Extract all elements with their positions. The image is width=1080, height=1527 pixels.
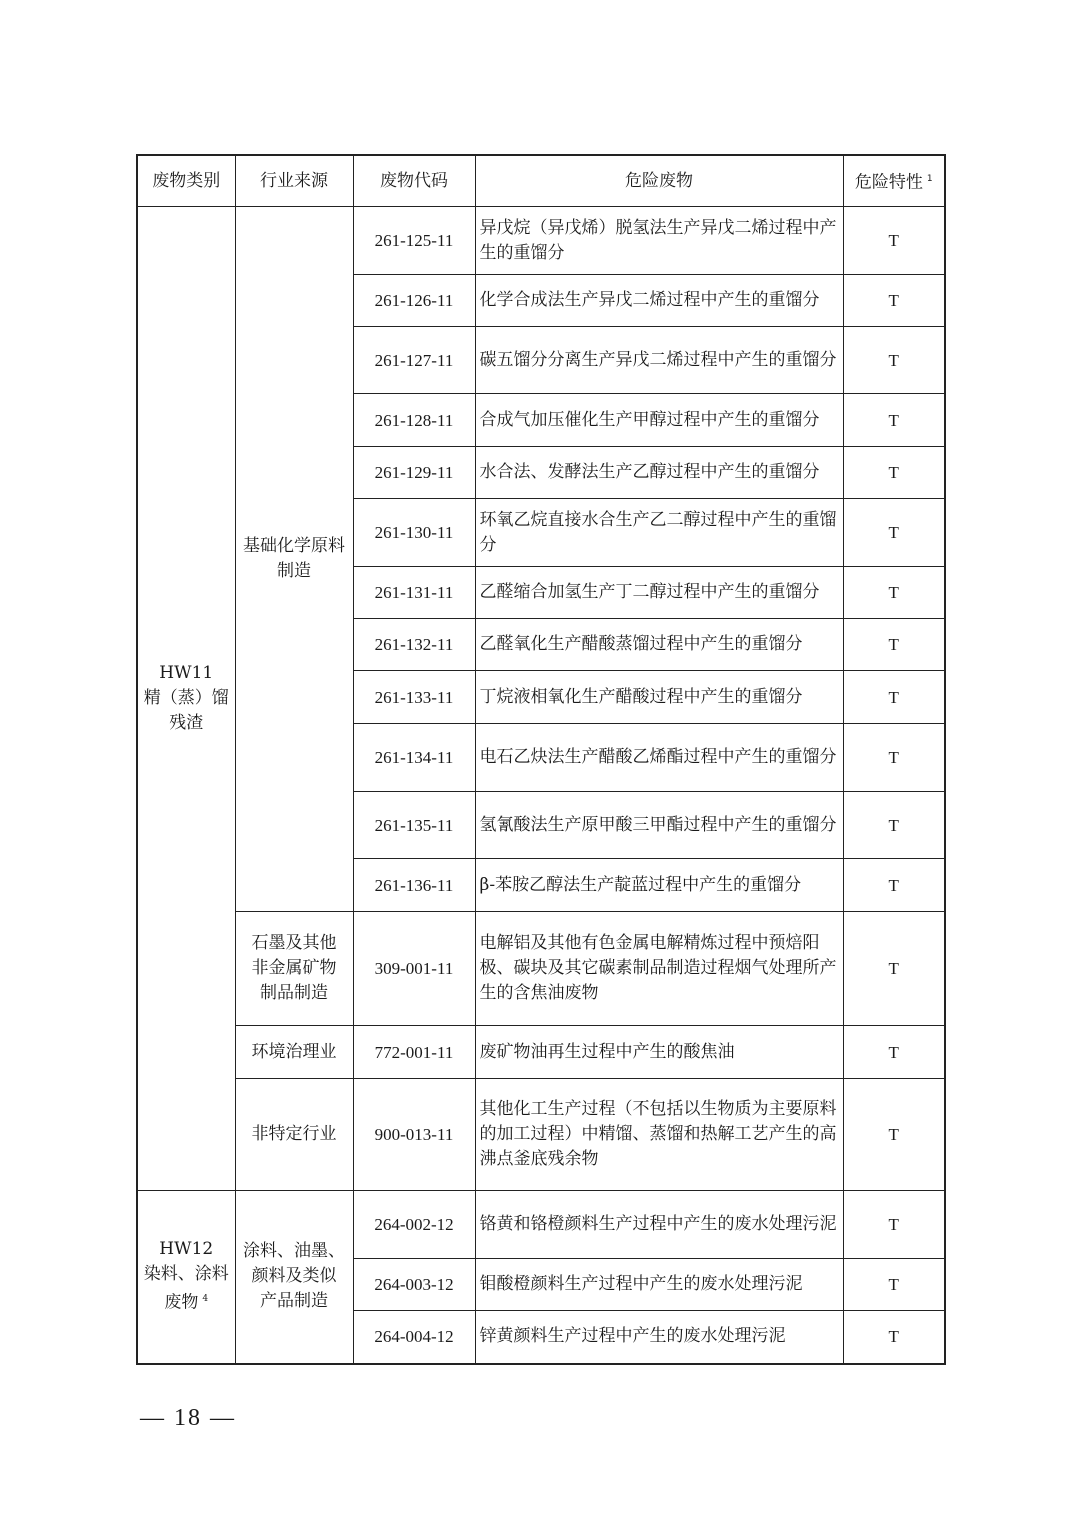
waste-code-cell: 261-128-11	[353, 394, 475, 447]
waste-category-note: 4	[202, 1294, 209, 1305]
hazard-property-cell: T	[843, 671, 945, 724]
waste-code-cell: 264-004-12	[353, 1311, 475, 1364]
waste-description-cell: 废矿物油再生过程中产生的酸焦油	[475, 1026, 843, 1079]
waste-description-cell: 丁烷液相氧化生产醋酸过程中产生的重馏分	[475, 671, 843, 724]
hazard-property-cell: T	[843, 724, 945, 792]
hazard-property-cell: T	[843, 1311, 945, 1364]
waste-code-cell: 772-001-11	[353, 1026, 475, 1079]
industry-source-line: 环境治理业	[251, 1041, 337, 1062]
industry-source-line: 非特定行业	[251, 1124, 337, 1144]
header-waste: 危险废物	[475, 155, 843, 207]
industry-source-line: 非金属矿物	[251, 958, 337, 978]
industry-source-line: 石墨及其他	[251, 933, 337, 953]
waste-code-cell: 261-126-11	[353, 275, 475, 327]
waste-description-cell: 其他化工生产过程（不包括以生物质为主要原料的加工过程）中精馏、蒸馏和热解工艺产生的高沸点釜底残余物	[475, 1079, 843, 1191]
industry-source-line: 制造	[277, 561, 311, 581]
waste-category-line: 染料、涂料	[143, 1264, 229, 1285]
hazard-property-cell: T	[843, 1259, 945, 1311]
hazard-property-cell: T	[843, 1026, 945, 1079]
header-industry: 行业来源	[235, 155, 353, 207]
table-row	[137, 1079, 945, 1191]
waste-code-cell: 261-127-11	[353, 327, 475, 394]
waste-description-cell: β-苯胺乙醇法生产靛蓝过程中产生的重馏分	[475, 859, 843, 912]
waste-category-line	[142, 1287, 231, 1316]
hazard-property-cell: T	[843, 859, 945, 912]
waste-code-cell: 261-131-11	[353, 567, 475, 619]
waste-description-cell: 异戊烷（异戊烯）脱氢法生产异戊二烯过程中产生的重馏分	[475, 207, 843, 275]
waste-description-cell: 乙醛缩合加氢生产丁二醇过程中产生的重馏分	[475, 567, 843, 619]
table-row	[137, 1026, 945, 1079]
table-row	[137, 207, 945, 275]
table-row	[137, 912, 945, 1026]
waste-category-line: HW12	[159, 1239, 214, 1260]
waste-code-cell: 264-003-12	[353, 1259, 475, 1311]
hazard-property-cell: T	[843, 327, 945, 394]
waste-description-cell: 水合法、发酵法生产乙醇过程中产生的重馏分	[475, 447, 843, 499]
hazard-property-cell: T	[843, 567, 945, 619]
table-header-row	[137, 155, 945, 207]
waste-code-cell: 261-135-11	[353, 792, 475, 859]
waste-category-line-text: 废物	[164, 1293, 199, 1314]
waste-code-cell: 261-129-11	[353, 447, 475, 499]
waste-description-cell: 钼酸橙颜料生产过程中产生的废水处理污泥	[475, 1259, 843, 1311]
waste-description-cell: 碳五馏分分离生产异戊二烯过程中产生的重馏分	[475, 327, 843, 394]
hazard-property-cell: T	[843, 275, 945, 327]
waste-description-cell: 电解铝及其他有色金属电解精炼过程中预焙阳极、碳块及其它碳素制品制造过程烟气处理所产生的含焦油废物	[475, 912, 843, 1026]
waste-code-cell: 261-133-11	[353, 671, 475, 724]
header-code: 废物代码	[353, 155, 475, 207]
waste-code-cell: 261-136-11	[353, 859, 475, 912]
industry-source-line: 制品制造	[260, 983, 328, 1003]
industry-source-line: 产品制造	[260, 1291, 328, 1312]
table-body	[137, 207, 945, 1364]
waste-category-line: HW11	[159, 663, 214, 683]
waste-code-cell: 900-013-11	[353, 1079, 475, 1191]
waste-description-cell: 锌黄颜料生产过程中产生的废水处理污泥	[475, 1311, 843, 1364]
hazard-property-cell: T	[843, 499, 945, 567]
waste-code-cell: 261-134-11	[353, 724, 475, 792]
industry-source-line: 基础化学原料	[243, 536, 345, 556]
waste-description-cell: 铬黄和铬橙颜料生产过程中产生的废水处理污泥	[475, 1191, 843, 1259]
waste-category-cell	[137, 1191, 235, 1364]
header-hazard-note: 1	[926, 173, 933, 184]
waste-code-cell: 261-125-11	[353, 207, 475, 275]
industry-source-cell	[235, 1079, 353, 1191]
hazard-property-cell: T	[843, 792, 945, 859]
hazard-property-cell: T	[843, 619, 945, 671]
industry-source-cell	[235, 1191, 353, 1364]
page-number: — 18 —	[140, 1405, 236, 1431]
industry-source-cell	[235, 1026, 353, 1079]
waste-code-cell: 309-001-11	[353, 912, 475, 1026]
waste-category-cell	[137, 207, 235, 1191]
industry-source-cell	[235, 912, 353, 1026]
waste-description-cell: 氢氰酸法生产原甲酸三甲酯过程中产生的重馏分	[475, 792, 843, 859]
waste-description-cell: 电石乙炔法生产醋酸乙烯酯过程中产生的重馏分	[475, 724, 843, 792]
hazard-property-cell: T	[843, 912, 945, 1026]
waste-code-cell: 261-132-11	[353, 619, 475, 671]
industry-source-line: 涂料、油墨、	[243, 1241, 345, 1262]
waste-category-line: 精（蒸）馏	[143, 688, 229, 708]
waste-description-cell: 合成气加压催化生产甲醇过程中产生的重馏分	[475, 394, 843, 447]
industry-source-cell	[235, 207, 353, 912]
waste-description-cell: 化学合成法生产异戊二烯过程中产生的重馏分	[475, 275, 843, 327]
hazard-property-cell: T	[843, 1079, 945, 1191]
waste-code-cell: 264-002-12	[353, 1191, 475, 1259]
hazardous-waste-table	[136, 154, 946, 1365]
waste-description-cell: 乙醛氧化生产醋酸蒸馏过程中产生的重馏分	[475, 619, 843, 671]
header-hazard: 危险特性 $^1$	[843, 155, 945, 207]
waste-description-cell: 环氧乙烷直接水合生产乙二醇过程中产生的重馏分	[475, 499, 843, 567]
header-category: 废物类别	[137, 155, 235, 207]
hazard-property-cell: T	[843, 1191, 945, 1259]
waste-category-line: 残渣	[169, 713, 204, 733]
waste-code-cell: 261-130-11	[353, 499, 475, 567]
hazard-property-cell: T	[843, 447, 945, 499]
hazard-property-cell: T	[843, 207, 945, 275]
industry-source-line: 颜料及类似	[251, 1266, 337, 1287]
hazard-property-cell: T	[843, 394, 945, 447]
table-row	[137, 1191, 945, 1259]
